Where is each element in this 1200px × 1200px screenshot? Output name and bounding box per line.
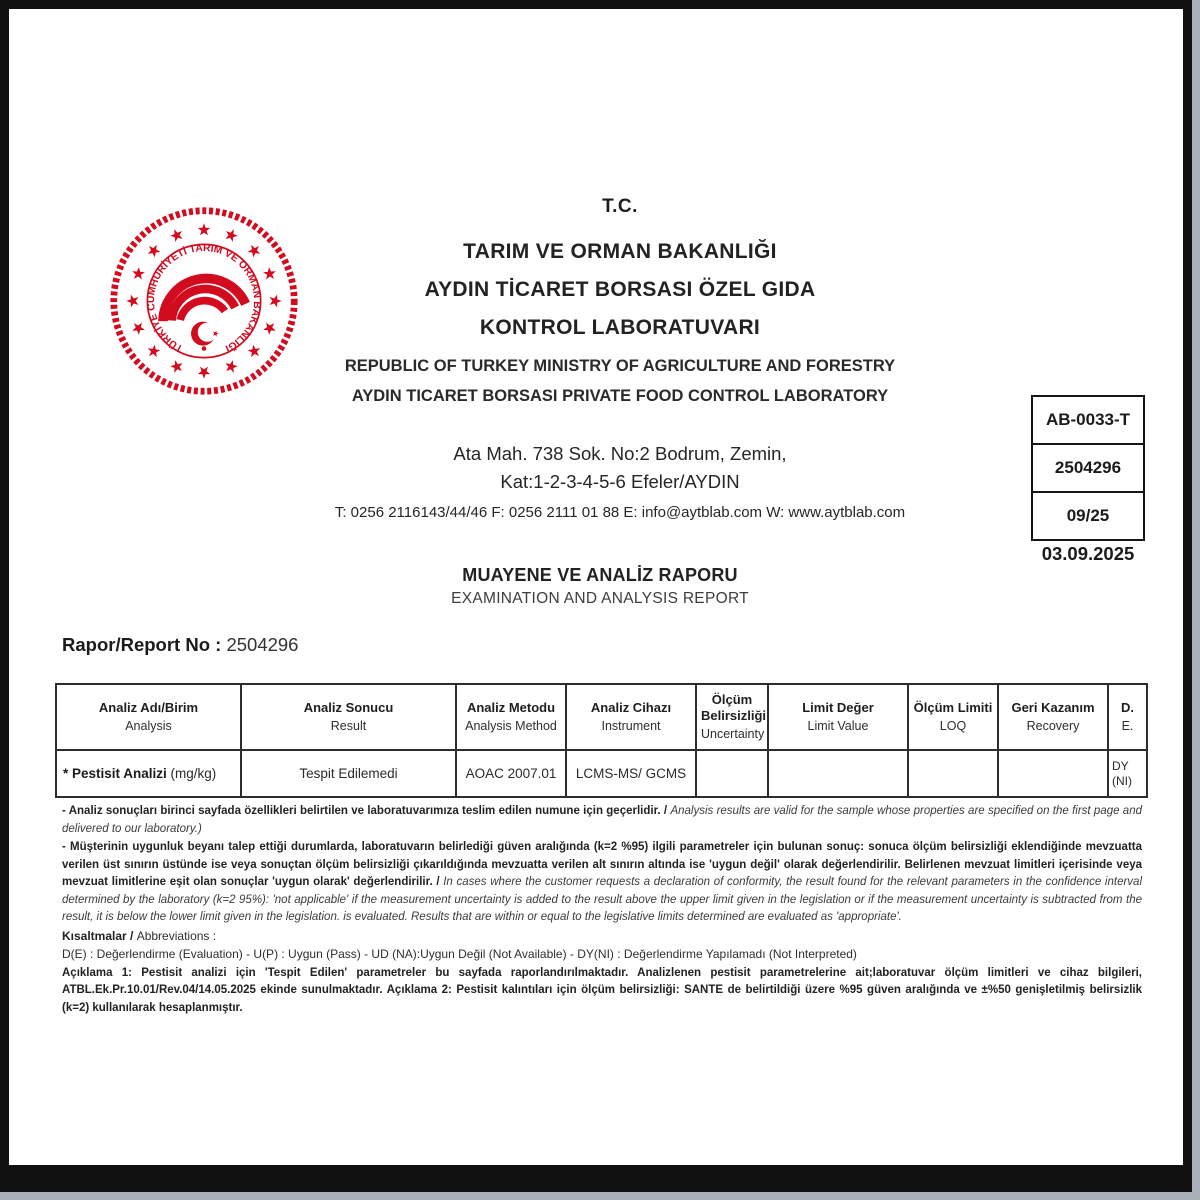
footnote-validity: - Analiz sonuçları birinci sayfada özellikleri belirtilen ve laboratuvarımıza teslim edilen numune için geçerlidir. / Analysis results are valid for the sample whose properties are specified on the first page and delivered to our laboratory.)	[62, 805, 1142, 835]
header-lab-tr-line1: AYDIN TİCARET BORSASI ÖZEL GIDA	[424, 278, 816, 301]
header-lab-tr-line2: KONTROL LABORATUVARI	[479, 316, 761, 339]
analysis-table	[55, 683, 1148, 798]
scan-edge-right	[1192, 0, 1200, 1200]
header-ministry-en: REPUBLIC OF TURKEY MINISTRY OF AGRICULTURE AND FORESTRY	[344, 357, 896, 375]
abbreviations-line: D(E) : Değerlendirme (Evaluation) - U(P) : Uygun (Pass) - UD (NA):Uygun Değil (Not Available) - DY(NI) : Değerlendirme Yapılamadı (Not Interpreted)	[62, 947, 857, 961]
contact-line: T: 0256 2116143/44/46 F: 0256 2111 01 88 E: info@aytblab.com W: www.aytblab.com	[334, 504, 906, 521]
cell-result: Tespit Edilemedi	[241, 750, 456, 797]
table-header-row	[56, 684, 1147, 750]
cell-analysis-name: * Pestisit Analizi (mg/kg)	[56, 750, 241, 797]
footnote-conformity: - Müşterinin uygunluk beyanı talep ettiği durumlarda, laboratuvarın belirlediği güven aralığında (k=2 %95) ilgili parametreler için bulunan sonuç: sonuca ölçüm belirsizliği eklendiğinde mevzuatta verilen üst sınırın üstünde ise veya sonuçtan ölçüm belirsizliği çıkarıldığında mevzuatta verilen alt sınırın altında ise 'uygun değil' olarak değerlendirilir. Belirlenen mevzuat limitleri içerisinde veya mevzuat limitlerine eşit olan sonuçlar 'uygun olarak' değerlendirilir. / In cases where the customer requests a declaration of conformity, the result found for the relevant parameters in the confidence interval determined by the laboratory (k=2 95%): 'not applicable' if the measurement uncertainty is added to the result above the upper limit given in the legislation or if the measurement uncertainty is subtracted from the result, it is below the lower limit given in the legislation. is evaluated. Results that are within or equal to the legislative limits determined are evaluated as 'appropriate'.	[62, 841, 1142, 923]
letterhead	[250, 196, 990, 411]
col-recovery: Geri Kazanım Recovery	[998, 684, 1108, 750]
col-uncertainty: Ölçüm Belirsizliği Uncertainty	[696, 684, 768, 750]
cell-limit-value	[768, 750, 908, 797]
report-title-tr: MUAYENE VE ANALİZ RAPORU	[462, 565, 738, 585]
footnote-explanations: Açıklama 1: Pestisit analizi için 'Tespit Edilen' parametreler bu sayfada raporlandırılmaktadır. Analizlenen pestisit parametrelerine ait;laboratuvar ölçüm limitleri ve cihaz bilgileri, ATBL.Ek.Pr.10.01/Rev.04/14.05.2025 ekinde sunulmaktadır. Açıklama 2: Pestisit kalıntıları için ölçüm belirsizliği: SANTE de belirtildiği üzere %95 güven aralığında ve ±%50 genişletilmiş belirsizlik (k=2) kullanılarak hesaplanmıştır.	[62, 966, 1142, 1014]
seal-arcs-emblem	[160, 276, 246, 321]
col-evaluation: D. E.	[1108, 684, 1147, 750]
cell-uncertainty	[696, 750, 768, 797]
header-tc: T.C.	[602, 196, 638, 217]
address-block	[250, 440, 990, 521]
report-number-box: 2504296	[1033, 445, 1143, 493]
cell-loq	[908, 750, 998, 797]
address-line1: Ata Mah. 738 Sok. No:2 Bodrum, Zemin,	[453, 443, 787, 464]
col-method: Analiz Metodu Analysis Method	[456, 684, 566, 750]
footnotes	[62, 803, 1142, 1018]
col-loq: Ölçüm Limiti LOQ	[908, 684, 998, 750]
header-ministry-tr: TARIM VE ORMAN BAKANLIĞI	[463, 240, 777, 263]
report-title-en: EXAMINATION AND ANALYSIS REPORT	[451, 590, 749, 607]
reference-box	[1031, 395, 1145, 541]
scan-edge-bottom	[0, 1192, 1200, 1200]
table-row	[56, 750, 1147, 797]
col-instrument: Analiz Cihazı Instrument	[566, 684, 696, 750]
report-no-value: 2504296	[226, 634, 299, 655]
col-limit-value: Limit Değer Limit Value	[768, 684, 908, 750]
cell-instrument: LCMS-MS/ GCMS	[566, 750, 696, 797]
abbreviations-title: Kısaltmalar / Abbreviations :	[62, 928, 217, 943]
report-no-label: Rapor/Report No :	[62, 634, 222, 655]
col-analysis: Analiz Adı/Birim Analysis	[56, 684, 241, 750]
cell-method: AOAC 2007.01	[456, 750, 566, 797]
seal-ring-text: TÜRKİYE CUMHURİYETİ TARIM VE ORMAN BAKANLIĞI	[145, 242, 263, 354]
seal-ring-dot	[202, 346, 207, 351]
period-box: 09/25	[1066, 506, 1110, 525]
col-result: Analiz Sonucu Result	[241, 684, 456, 750]
seal-crescent-icon	[191, 322, 217, 346]
cell-evaluation: DY (NI)	[1108, 750, 1147, 797]
address-line2: Kat:1-2-3-4-5-6 Efeler/AYDIN	[500, 471, 740, 492]
report-title-block	[250, 565, 950, 608]
cell-recovery	[998, 750, 1108, 797]
report-no-line	[62, 634, 298, 656]
accreditation-number: AB-0033-T	[1033, 397, 1143, 445]
header-lab-en: AYDIN TICARET BORSASI PRIVATE FOOD CONTROL LABORATORY	[351, 387, 889, 405]
report-date: 03.09.2025	[1041, 543, 1135, 564]
